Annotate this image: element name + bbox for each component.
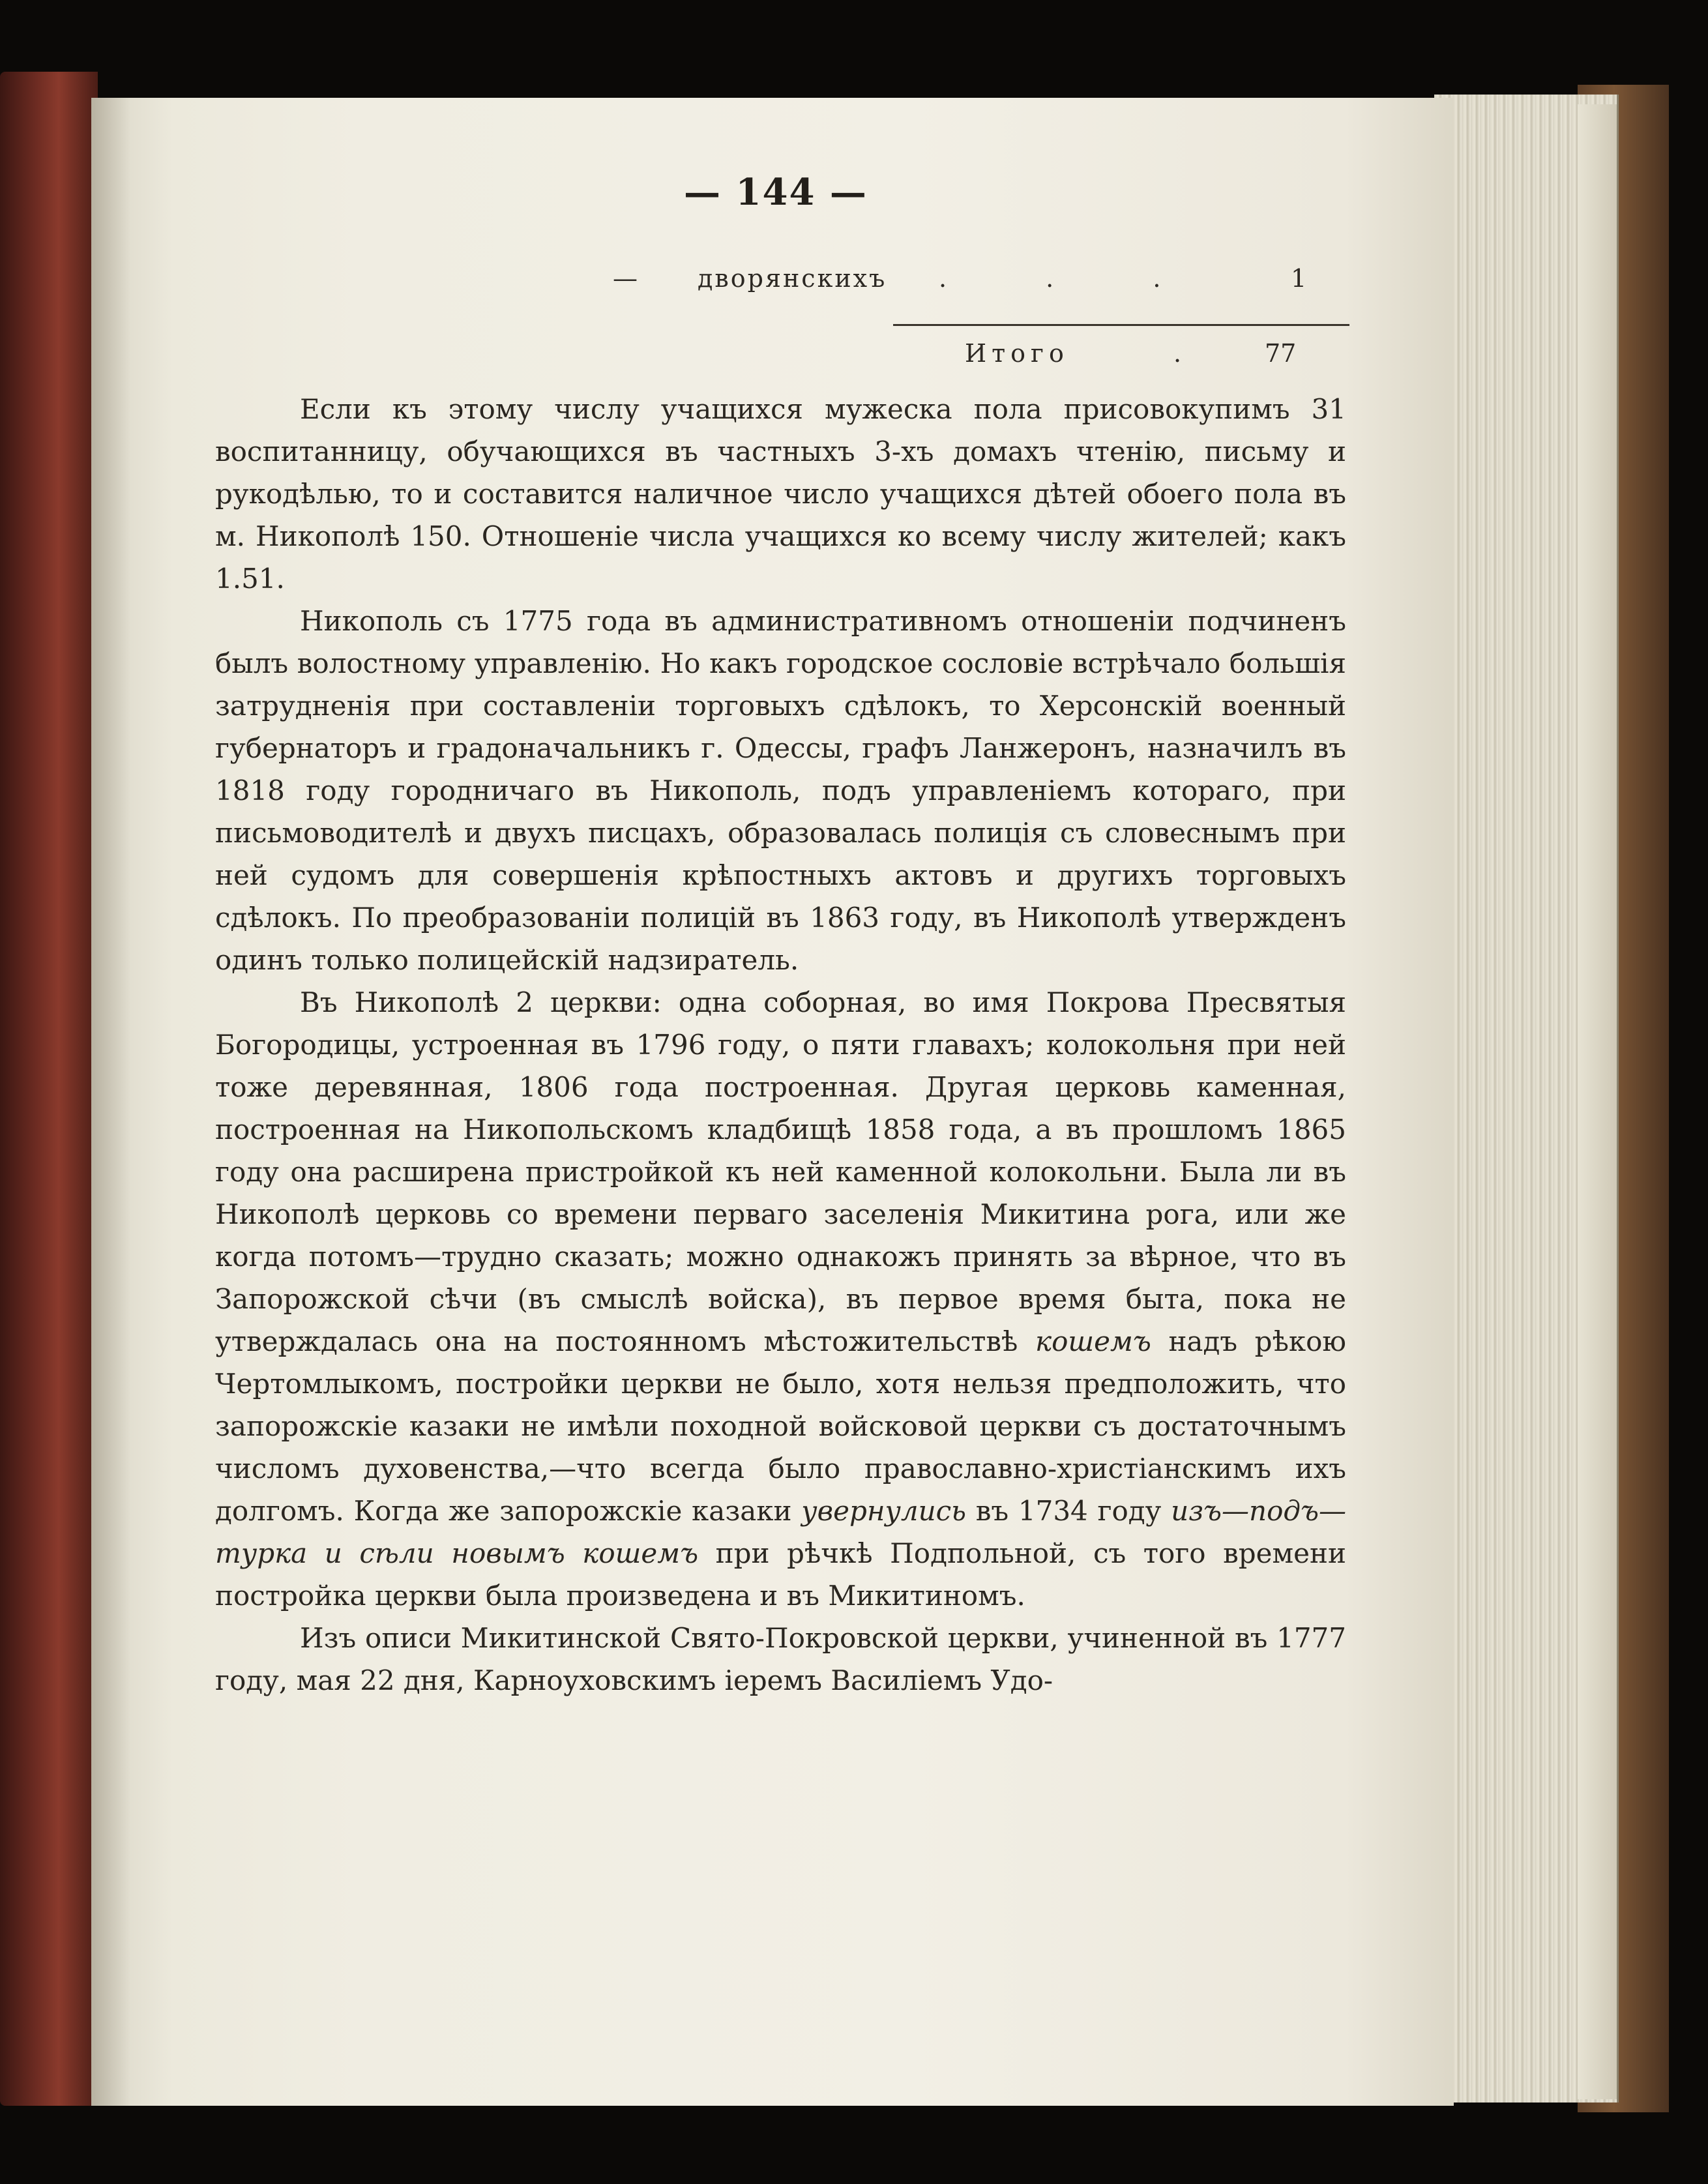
total-leader-dot: . (1173, 339, 1182, 368)
total-label: Итого (965, 339, 1069, 368)
total-row (965, 339, 1356, 378)
paragraph-text: при рѣчкѣ Подпольной, съ того времени постройка церкви была произведена и въ Микитиномъ. (215, 1537, 1346, 1612)
next-page-edge (1578, 104, 1617, 2099)
table-row (613, 264, 1356, 303)
table-row-value: 1 (1291, 264, 1307, 293)
paragraph: Никополь съ 1775 года въ административномъ отношеніи подчиненъ былъ волостному управленію. Но какъ городское сословіе встрѣчало большія затрудненія при составленіи торговыхъ сдѣлокъ, то Херсонскій военный губернаторъ и градоначальникъ г. Одессы, графъ Ланжеронъ, назначилъ въ 1818 году городничаго въ Никополь, подъ управленіемъ котораго, при письмоводителѣ и двухъ писцахъ, образовалась полиція съ словеснымъ при ней судомъ для совершенія крѣпостныхъ актовъ и другихъ торговыхъ сдѣлокъ. По преобразованіи полицій въ 1863 году, въ Никополѣ утвержденъ одинъ только полицейскій надзиратель. (215, 605, 1346, 976)
page-gutter-shadow (91, 98, 130, 2106)
paragraph (215, 981, 1346, 1617)
book-cover-left (0, 72, 98, 2106)
table-row-leader-dots: . . . (939, 264, 1207, 293)
page-number: — 144 — (684, 171, 868, 214)
italic-term: увернулись (801, 1495, 967, 1527)
paragraph-text: надъ рѣкою Чертомлыкомъ, постройки церкви не было, хотя нельзя предположить, что запорожскіе казаки не имѣли походной войсковой церкви съ достаточнымъ числомъ духовенства,—что всегда было православно-христіанскимъ ихъ долгомъ. Когда же запорожскіе казаки (215, 1325, 1346, 1527)
italic-term: изъ—подъ—турка и сѣли новымъ кошемъ (215, 1495, 1346, 1569)
total-rule (893, 324, 1349, 326)
table-row-dash: — (613, 264, 638, 293)
table-row-label: дворянскихъ (698, 264, 887, 293)
paragraph-text: въ 1734 году (966, 1495, 1171, 1527)
body-text (215, 388, 1346, 1702)
paragraph-text: Въ Никополѣ 2 церкви: одна соборная, во имя Покрова Пресвятыя Богородицы, устроенная въ 1796 году, о пяти главахъ; колокольня при ней тоже деревянная, 1806 года построенная. Другая церковь каменная, построенная на Никопольскомъ кладбищѣ 1858 года, а въ прошломъ 1865 году она расширена пристройкой къ ней каменной колокольни. Была ли въ Никополѣ церковь со времени перваго заселенія Микитина рога, или же когда потомъ—трудно сказать; можно однакожъ принять за вѣрное, что въ Запорожской сѣчи (въ смыслѣ войска), въ первое время быта, пока не утверждалась она на постоянномъ мѣстожительствѣ (215, 986, 1346, 1357)
total-value: 77 (1265, 339, 1297, 368)
italic-term: кошемъ (1035, 1325, 1151, 1357)
paragraph: Если къ этому числу учащихся мужеска пола присовокупимъ 31 воспитанницу, обучающихся въ частныхъ 3-хъ домахъ чтенію, письму и рукодѣлью, то и составится наличное число учащихся дѣтей обоего пола въ м. Никополѣ 150. Отношеніе числа учащихся ко всему числу жителей; какъ 1.51. (215, 393, 1346, 595)
paragraph: Изъ описи Микитинской Свято-Покровской церкви, учиненной въ 1777 году, мая 22 дня, Карноуховскимъ іеремъ Василіемъ Удо- (215, 1622, 1346, 1696)
